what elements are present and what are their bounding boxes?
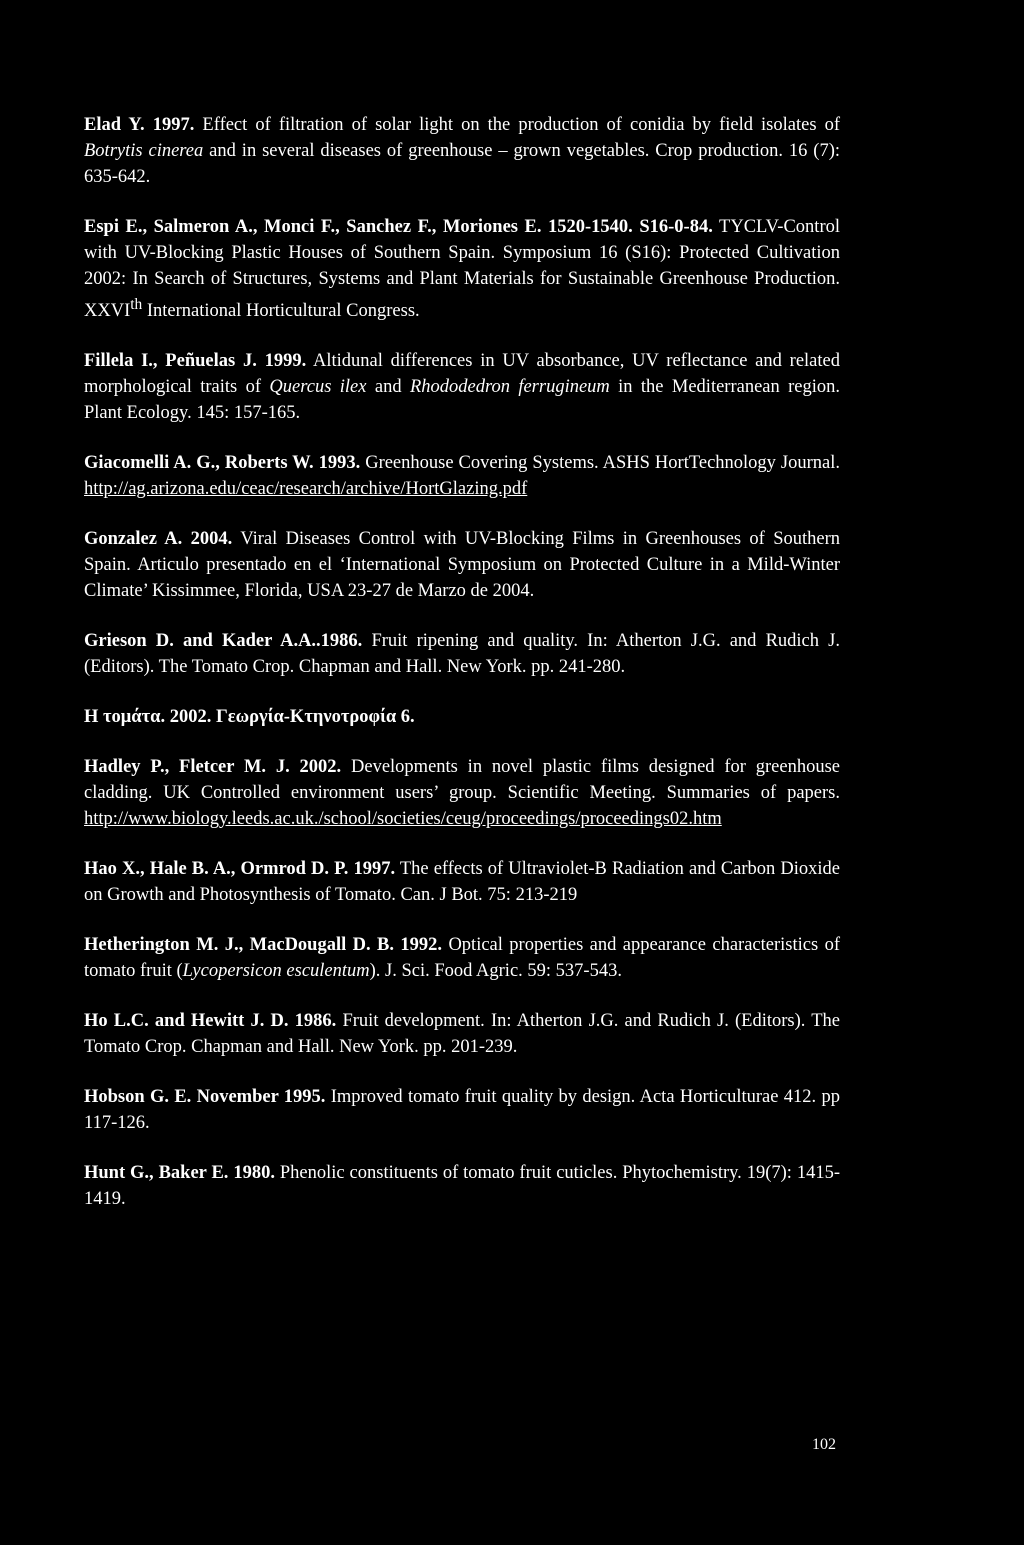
- reference-link[interactable]: http://ag.arizona.edu/ceac/research/archive/HortGlazing.pdf: [84, 479, 528, 500]
- reference-entry: [84, 1008, 840, 1060]
- reference-authors: Hobson G. E. November 1995.: [84, 1087, 326, 1108]
- species-name: Lycopersicon esculentum: [182, 961, 370, 982]
- reference-text: Phenolic constituents of tomato fruit cuticles. Phytochemistry. 19(7): 1415-1419.: [84, 1163, 840, 1210]
- reference-text: Greenhouse Covering Systems. ASHS HortTechnology Journal.: [360, 453, 840, 474]
- species-name: Rhododedron ferrugineum: [409, 377, 610, 398]
- reference-entry: [84, 450, 840, 502]
- reference-text: International Horticultural Congress.: [142, 301, 420, 322]
- reference-link[interactable]: http://www.biology.leeds.ac.uk./school/societies/ceug/proceedings/proceedings02.htm: [84, 809, 722, 830]
- reference-text: Improved tomato fruit quality by design. Acta Horticulturae 412. pp 117-126.: [84, 1087, 840, 1134]
- reference-authors: Gonzalez A. 2004.: [84, 529, 233, 550]
- reference-authors: Hunt G., Baker E. 1980.: [84, 1163, 275, 1184]
- reference-entry: [84, 1084, 840, 1136]
- reference-entry: [84, 754, 840, 832]
- reference-authors: Espi E., Salmeron A., Monci F., Sanchez F., Moriones E. 1520-1540. S16-0-84.: [84, 217, 713, 237]
- reference-entry: [84, 628, 840, 680]
- reference-text: in the Mediterranean region. Plant Ecology. 145: 157-165.: [84, 377, 841, 424]
- reference-text: and in several diseases of greenhouse – grown vegetables. Crop production. 16 (7): 635-642.: [84, 141, 841, 187]
- reference-entry: [84, 856, 840, 908]
- species-name: Botrytis cinerea: [84, 141, 204, 161]
- reference-entry: [84, 348, 840, 426]
- reference-authors: Hadley P., Fletcer M. J. 2002.: [84, 757, 342, 778]
- reference-text: Developments in novel plastic films designed for greenhouse cladding. UK Controlled environment users’ group. Scientific Meeting. Summaries of papers.: [84, 757, 840, 804]
- reference-entry: [84, 526, 840, 604]
- reference-authors: Ho L.C. and Hewitt J. D. 1986.: [84, 1011, 337, 1032]
- reference-entry: [84, 1160, 840, 1212]
- reference-entry: [84, 704, 840, 730]
- reference-authors: Grieson D. and Kader A.A..1986.: [84, 631, 363, 652]
- reference-entry: [84, 112, 840, 190]
- reference-text: Fruit ripening and quality. In: Atherton J.G. and Rudich J. (Editors). The Tomato Crop. Chapman and Hall. New York. pp. 241-280.: [84, 631, 840, 678]
- page-number: 102: [812, 1436, 836, 1453]
- reference-list: [84, 112, 840, 1236]
- reference-text: Optical properties and appearance characteristics of tomato fruit (: [84, 935, 840, 982]
- reference-text: TYCLV-Control with UV-Blocking Plastic Houses of Southern Spain. Symposium 16 (S16): Protected Cultivation 2002: In Search of Structures, Systems and Plant Materials for Sustainable Greenhouse Production. XXVI: [84, 217, 841, 322]
- reference-text: Altidunal differences in UV absorbance, UV reflectance and related morphological traits of: [84, 351, 840, 398]
- reference-authors: Η τομάτα. 2002. Γεωργία-Κτηνοτροφία 6.: [84, 707, 415, 728]
- reference-authors: Hetherington M. J., MacDougall D. B. 1992.: [84, 935, 443, 956]
- reference-authors: Fillela I., Peñuelas J. 1999.: [84, 351, 307, 372]
- reference-text: The effects of Ultraviolet-B Radiation and Carbon Dioxide on Growth and Photosynthesis of Tomato. Can. J Bot. 75: 213-219: [84, 859, 840, 906]
- ordinal-suffix: th: [130, 296, 143, 313]
- reference-authors: Hao X., Hale B. A., Ormrod D. P. 1997.: [84, 859, 396, 880]
- reference-authors: Elad Y. 1997.: [84, 115, 195, 135]
- reference-entry: [84, 214, 840, 324]
- reference-text: Viral Diseases Control with UV-Blocking Films in Greenhouses of Southern Spain. Articulo presentado en el ‘International Symposium on Protected Culture in a Mild-Winter Climate’ Kissimmee, Florida, USA 23-27 de Marzo de 2004.: [84, 529, 840, 602]
- species-name: Quercus ilex: [269, 377, 367, 398]
- reference-text: and: [366, 377, 410, 398]
- reference-authors: Giacomelli A. G., Roberts W. 1993.: [84, 453, 361, 474]
- reference-text: Effect of filtration of solar light on the production of conidia by field isolates of: [194, 115, 841, 135]
- reference-entry: [84, 932, 840, 984]
- reference-text: Fruit development. In: Atherton J.G. and Rudich J. (Editors). The Tomato Crop. Chapman and Hall. New York. pp. 201-239.: [84, 1011, 840, 1058]
- reference-text: ). J. Sci. Food Agric. 59: 537-543.: [369, 961, 622, 982]
